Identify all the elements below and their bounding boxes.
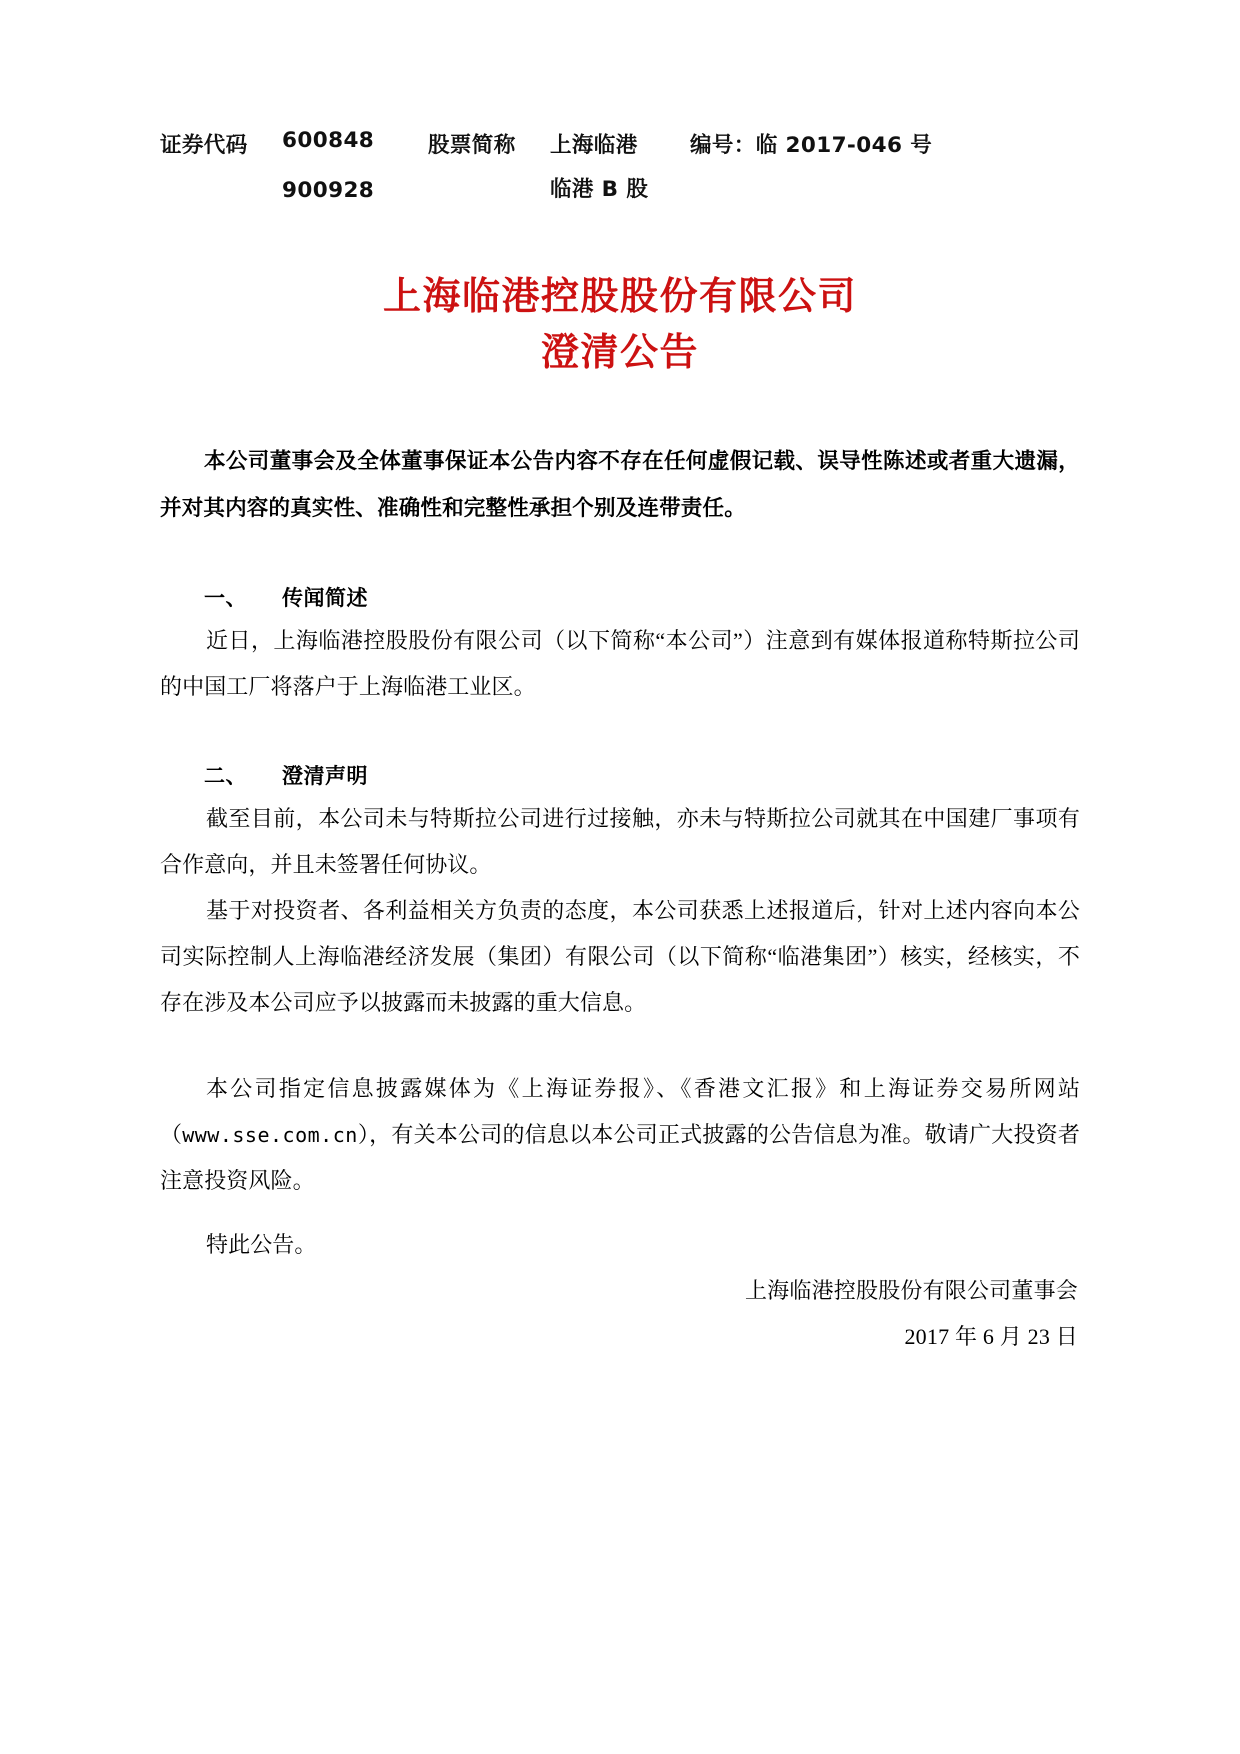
section-2-heading xyxy=(160,756,1080,796)
security-code-group xyxy=(160,128,428,159)
disclosure-text-part2: ），有关本公司的信息以本公司正式披露的公告信息为准。敬请广大投资者注意投资风险。 xyxy=(160,1122,1080,1193)
announcement-number-value: 临 2017-046 号 xyxy=(755,133,933,158)
section-1-paragraph-1: 近日，上海临港控股股份有限公司（以下简称“本公司”）注意到有媒体报道称特斯拉公司的中国工厂将落户于上海临港工业区。 xyxy=(160,628,1080,699)
responsibility-statement: 本公司董事会及全体董事保证本公告内容不存在任何虚假记载、误导性陈述或者重大遗漏，并对其内容的真实性、准确性和完整性承担个别及连带责任。 xyxy=(160,449,1080,521)
section-1-heading xyxy=(160,578,1080,618)
disclosure-media-paragraph xyxy=(160,1066,1080,1204)
signature-board-name: 上海临港控股股份有限公司董事会 xyxy=(744,1278,1078,1303)
signature-date: 2017 年 6 月 23 日 xyxy=(904,1324,1078,1349)
stock-name-group-b xyxy=(428,172,690,203)
title-company-name: 上海临港控股股份有限公司 xyxy=(382,274,857,318)
signature-block xyxy=(160,1268,1080,1360)
section-2-title: 澄清声明 xyxy=(282,764,368,788)
security-code-label: 证券代码 xyxy=(160,133,248,158)
section-2-number: 二、 xyxy=(204,764,247,788)
stock-name-value-b: 临港 B 股 xyxy=(550,177,649,202)
stock-name-value: 上海临港 xyxy=(550,133,638,158)
security-code-group-b xyxy=(160,178,428,203)
stock-name-label-b xyxy=(428,172,550,203)
document-header xyxy=(160,128,1080,216)
security-code-label-b xyxy=(160,178,282,203)
security-code-value-b: 900928 xyxy=(282,178,375,203)
header-row-a xyxy=(160,128,1080,172)
stock-name-group xyxy=(428,128,690,159)
sse-website-url: www.sse.com.cn xyxy=(182,1123,358,1147)
section-clarification-statement xyxy=(160,756,1080,1026)
section-rumor-summary xyxy=(160,578,1080,710)
closing-line: 特此公告。 xyxy=(206,1232,317,1257)
stock-name-label: 股票简称 xyxy=(428,133,516,158)
section-1-number: 一、 xyxy=(204,586,247,610)
section-2-paragraph-2: 基于对投资者、各利益相关方负责的态度，本公司获悉上述报道后，针对上述内容向本公司实际控制人上海临港经济发展（集团）有限公司（以下简称“临港集团”）核实，经核实，不存在涉及本公司应予以披露而未披露的重大信息。 xyxy=(160,898,1080,1015)
section-2-paragraph-1: 截至目前，本公司未与特斯拉公司进行过接触，亦未与特斯拉公司就其在中国建厂事项有合作意向，并且未签署任何协议。 xyxy=(160,806,1080,877)
announcement-number-group xyxy=(690,128,932,159)
disclosure-text-part1: 本公司指定信息披露媒体为《上海证券报》、《香港文汇报》和上海证券交易所网站（ xyxy=(160,1076,1080,1147)
header-row-b xyxy=(160,172,1080,216)
section-1-title: 传闻简述 xyxy=(282,586,368,610)
spacer xyxy=(160,1026,1080,1066)
security-code-value: 600848 xyxy=(282,128,375,153)
document-title xyxy=(160,268,1080,380)
spacer-2 xyxy=(160,1204,1080,1222)
announcement-number-label: 编号： xyxy=(690,133,756,158)
title-document-type: 澄清公告 xyxy=(540,330,699,374)
